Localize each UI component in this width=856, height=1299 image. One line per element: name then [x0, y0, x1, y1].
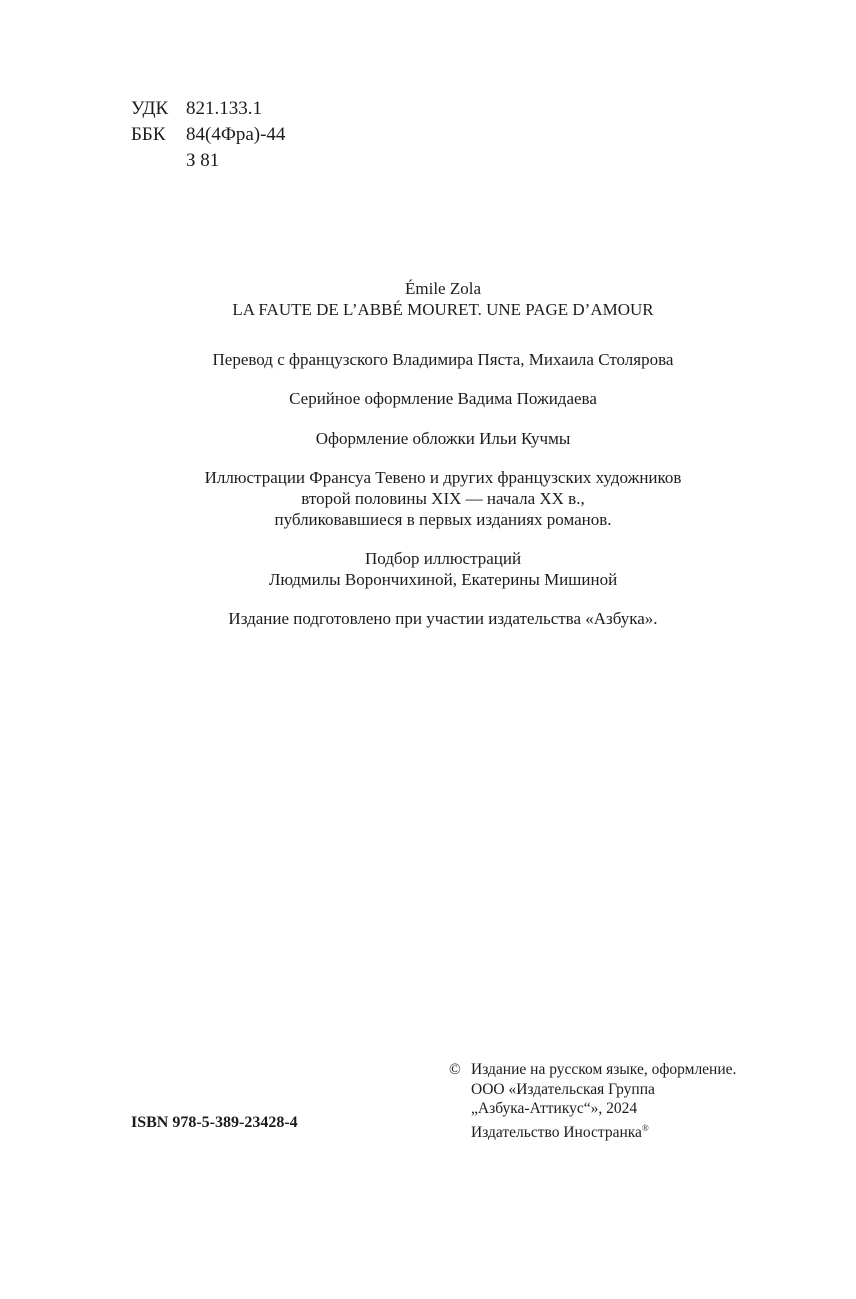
- udk-value: 821.133.1: [186, 98, 262, 119]
- original-author: Émile Zola: [404, 279, 481, 298]
- prepared-note-line: Издание подготовлено при участии издательства «Азбука».: [228, 609, 658, 628]
- isbn: ISBN 978-5-389-23428-4: [131, 1114, 298, 1131]
- translation-line: Перевод с французского Владимира Пяста, Михаила Столярова: [212, 350, 674, 369]
- prepared-note: [0, 608, 856, 629]
- cover-design-credit: [0, 428, 856, 449]
- selection-line: Людмилы Ворончихиной, Екатерины Мишиной: [268, 570, 618, 589]
- registered-mark: ®: [641, 1122, 649, 1133]
- original-title: LA FAUTE DE L’ABBÉ MOURET. UNE PAGE D’AMOUR: [232, 300, 654, 319]
- udk-row: [131, 96, 285, 122]
- author-mark-row: [131, 148, 285, 174]
- copyright-line-publisher: [471, 1119, 736, 1143]
- copyright-block: [449, 1060, 736, 1142]
- illustrations-line: Иллюстрации Франсуа Тевено и других французских художников: [204, 468, 682, 487]
- udk-label: УДК: [131, 98, 169, 119]
- illustrations-line: публиковавшиеся в первых изданиях романов.: [274, 510, 612, 529]
- series-design-credit: [0, 388, 856, 409]
- bbk-row: [131, 122, 285, 148]
- copyright-line: Издание на русском языке, оформление.: [471, 1061, 737, 1078]
- publisher-name: Издательство Иностранка: [471, 1123, 642, 1141]
- copyright-line: „Азбука-Аттикус“», 2024: [471, 1100, 638, 1117]
- copyright-line: ООО «Издательская Группа: [471, 1080, 655, 1098]
- author-mark: З 81: [186, 150, 220, 171]
- translation-credit: [0, 349, 856, 370]
- series-design-line: Серийное оформление Вадима Пожидаева: [289, 389, 597, 408]
- original-title-block: [0, 278, 856, 320]
- illustrations-credit: [0, 467, 856, 530]
- illustration-selection-credit: [0, 548, 856, 590]
- classification-block: [131, 96, 285, 174]
- bbk-label: ББК: [131, 124, 166, 145]
- illustrations-line: второй половины XIX — начала XX в.,: [301, 489, 585, 508]
- cover-design-line: Оформление обложки Ильи Кучмы: [315, 429, 571, 448]
- selection-line: Подбор иллюстраций: [364, 549, 522, 568]
- bbk-value: 84(4Фра)-44: [186, 124, 286, 145]
- copyright-symbol: ©: [449, 1061, 461, 1078]
